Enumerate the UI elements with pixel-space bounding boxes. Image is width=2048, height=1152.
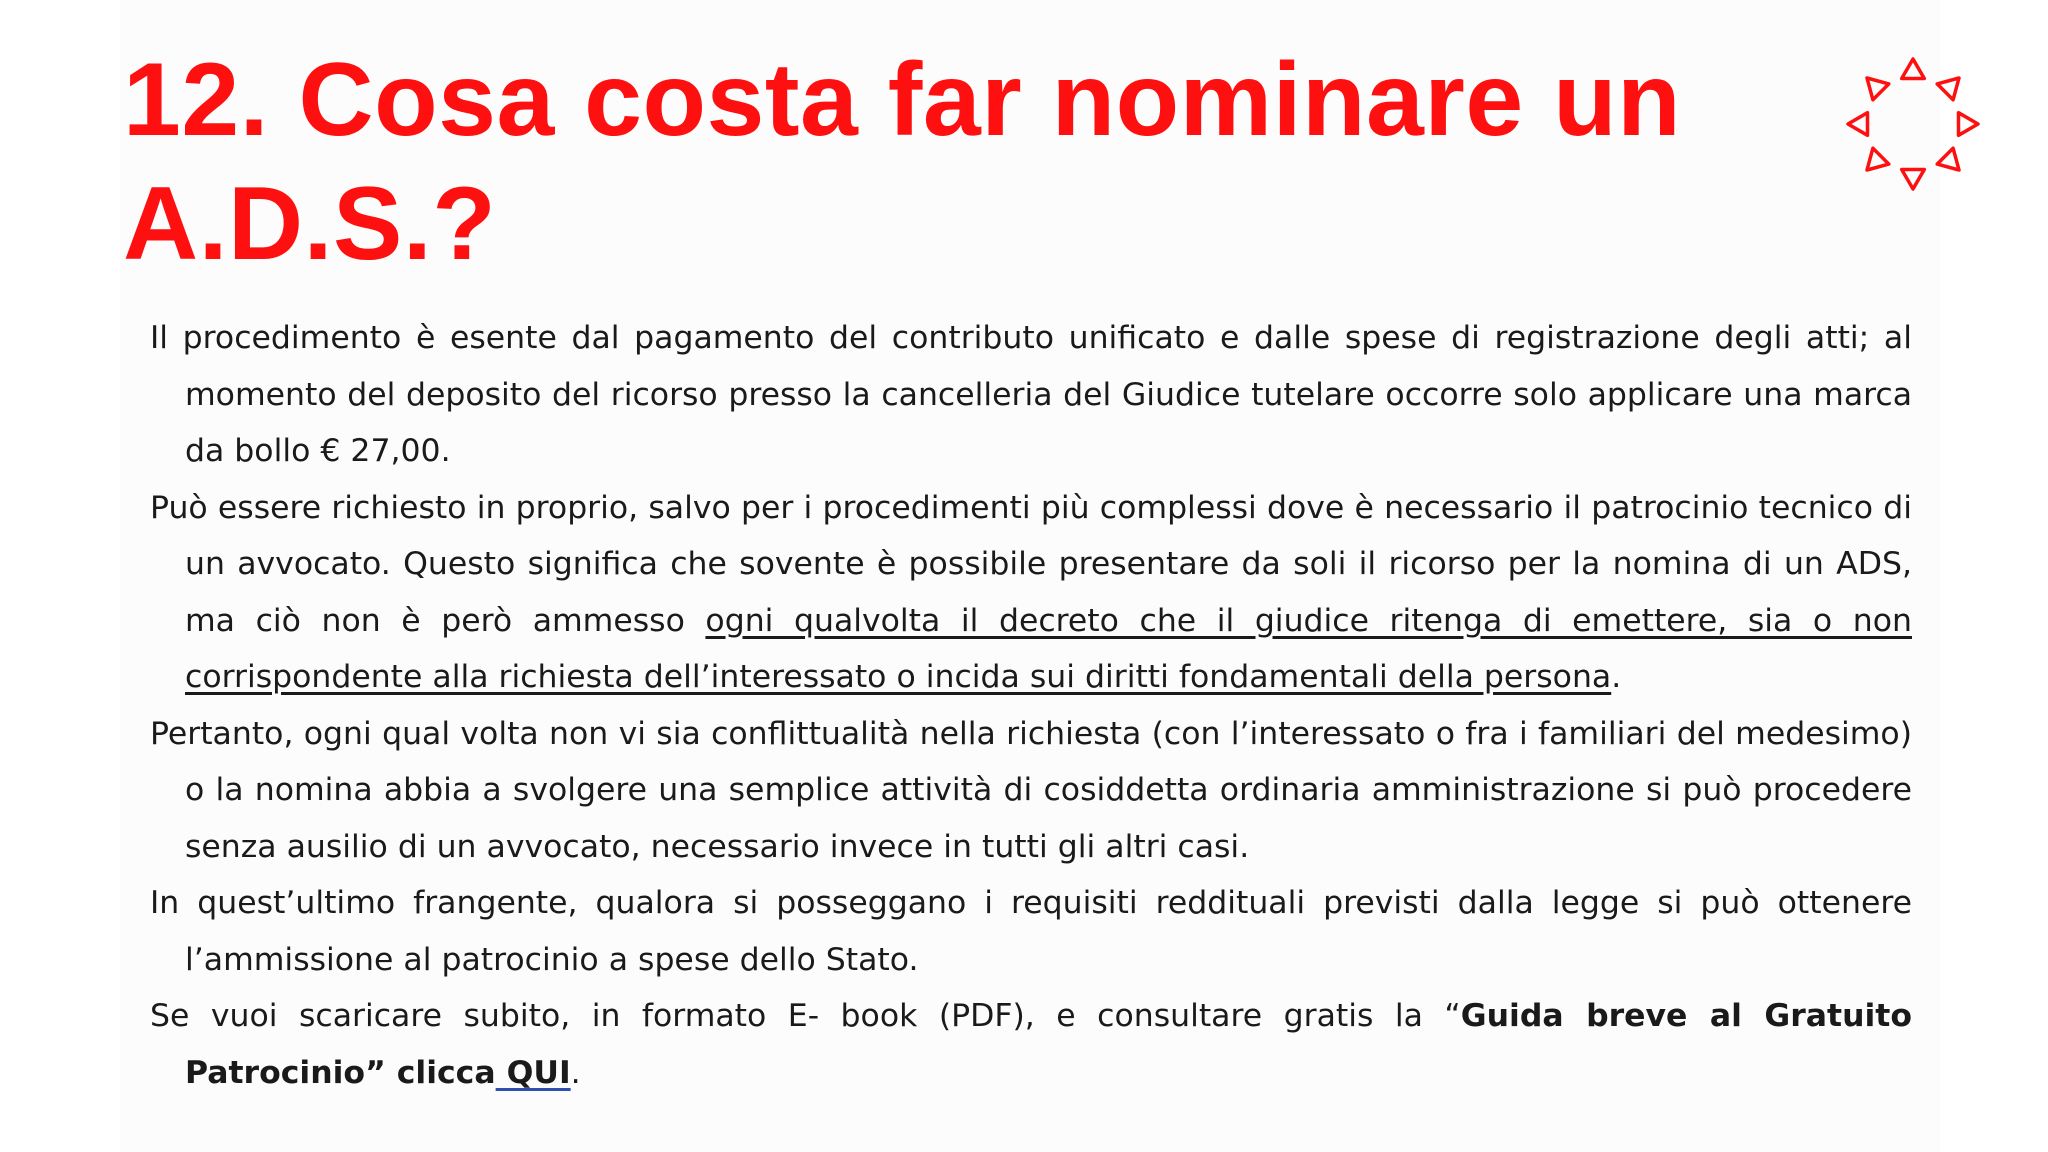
paragraph-legal-aid: In quest’ultimo frangente, qualora si posseggano i requisiti reddituali previsti dalla legge si può ottenere l’ammissione al patrocinio a spese dello Stato. xyxy=(150,885,1912,978)
paragraph-no-lawyer: Pertanto, ogni qual volta non vi sia conflittualità nella richiesta (con l’interessato o fra i familiari del medesimo) o la nomina abbia a svolgere una semplice attività di cosiddetta ordinaria amministrazione si può procedere senza ausilio di un avvocato, necessario invece in tutti gli altri casi. xyxy=(150,715,1912,865)
paragraph-self-filing-end: . xyxy=(1611,659,1622,695)
triangle-ring-icon xyxy=(1838,52,1988,197)
paragraph-self-filing xyxy=(150,480,1912,706)
logo-triangle xyxy=(1902,170,1925,190)
logo-triangle xyxy=(1848,113,1868,136)
paragraph-self-filing-intro: Può essere richiesto in proprio, salvo per i procedimenti più complessi dove è necessario il patrocinio tecnico di un avvocato. Questo significa che sovente è possibile presentare da soli il ricorso per la nomina di un ADS, ma ciò non è però ammesso xyxy=(150,489,1912,639)
paragraph-costs: Il procedimento è esente dal pagamento del contributo unificato e dalle spese di registrazione degli atti; al momento del deposito del ricorso presso la cancelleria del Giudice tutelare occorre solo applicare una marca da bollo € 27,00. xyxy=(150,320,1912,469)
guide-title: Guida breve al Gratuito Patrocinio xyxy=(185,998,1912,1091)
slide-title: 12. Cosa costa far nominare un A.D.S.? xyxy=(123,42,1682,282)
click-text: ” clicca xyxy=(365,1054,496,1091)
paragraph-ebook-intro: Se vuoi scaricare subito, in formato E- book (PDF), e consultare gratis la “ xyxy=(150,998,1461,1034)
logo-triangle xyxy=(1867,148,1889,170)
logo-triangle xyxy=(1867,78,1889,100)
logo-triangle xyxy=(1937,148,1959,170)
download-link-qui[interactable]: QUI xyxy=(495,1054,571,1091)
logo-triangle xyxy=(1902,59,1925,79)
underlined-condition: ogni qualvolta il decreto che il giudice ritenga di emettere, sia o non corrispondente alla richiesta dell’interessato o incida sui diritti fondamentali della persona xyxy=(185,602,1912,695)
logo-triangle xyxy=(1959,113,1979,136)
body-text xyxy=(150,310,1912,1101)
paragraph-ebook xyxy=(150,988,1912,1101)
paragraph-ebook-end: . xyxy=(570,1054,581,1091)
logo-triangle xyxy=(1937,78,1959,100)
